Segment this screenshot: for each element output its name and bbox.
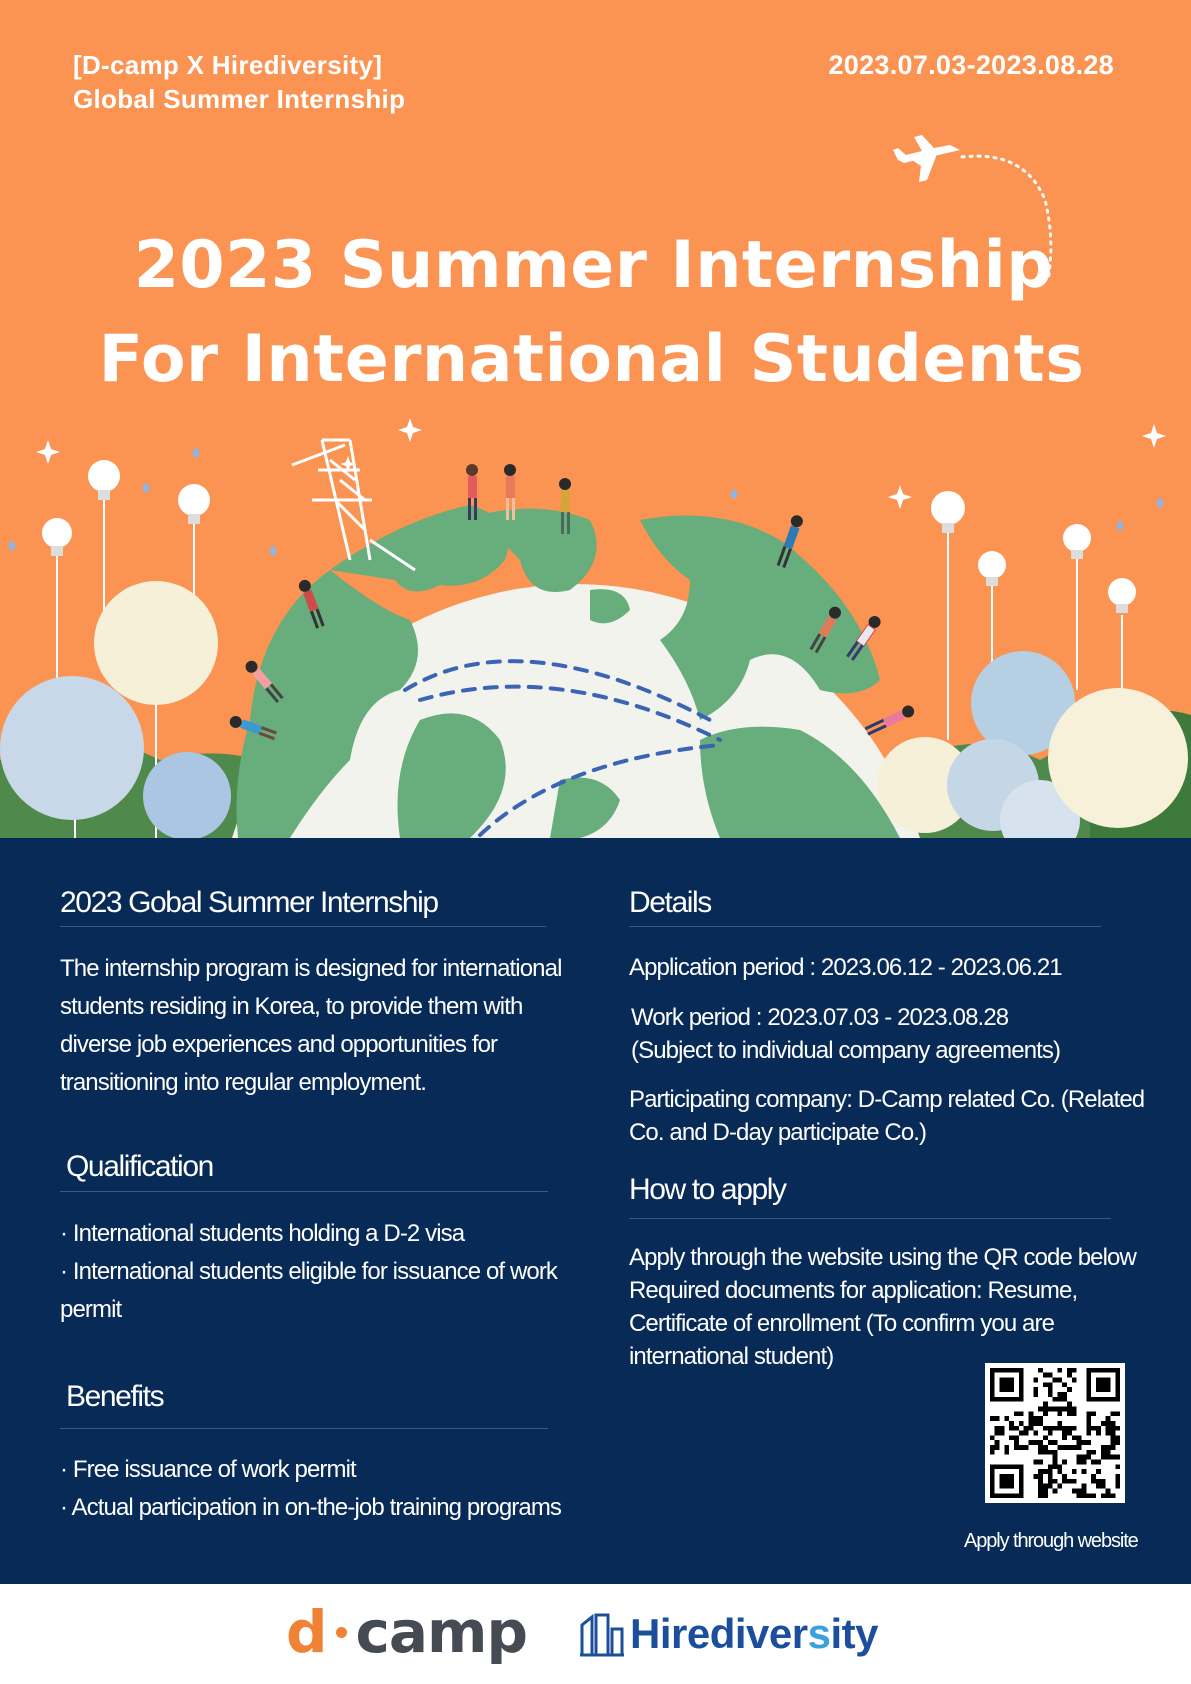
qr-caption: Apply through website (964, 1530, 1138, 1552)
main-title-line2: For International Students (98, 322, 1085, 397)
qr-code-icon[interactable] (985, 1363, 1125, 1503)
logo-text-accent: s (807, 1610, 831, 1657)
application-period: Application period : 2023.06.12 - 2023.06.21 (629, 954, 1062, 981)
how-to-apply-text (629, 1241, 1169, 1373)
globe (232, 505, 920, 838)
footer-logos (0, 1584, 1191, 1684)
benefits-list (60, 1451, 600, 1527)
main-title-line1: 2023 Summer Internship (133, 228, 1054, 303)
organizer-line: [D-camp X Hirediversity] (73, 50, 383, 80)
required-documents: Required documents for application: Resume, Certificate of enrollment (To confirm you are international student) (629, 1277, 1078, 1370)
divider (60, 1191, 548, 1192)
list-item: · Actual participation in on-the-job training programs (60, 1494, 562, 1521)
info-section (0, 838, 1191, 1584)
dcamp-logo-d: d (286, 1598, 326, 1666)
list-item: · International students eligible for issuance of work permit (60, 1258, 558, 1323)
work-period (631, 1001, 1171, 1067)
hero-banner (0, 0, 1191, 838)
dcamp-logo-word: camp (355, 1598, 528, 1666)
program-name-line: Global Summer Internship (73, 84, 406, 114)
dcamp-logo-dot (336, 1627, 347, 1638)
divider (60, 1428, 548, 1429)
benefits-heading: Benefits (66, 1380, 164, 1413)
list-item: · International students holding a D-2 visa (60, 1220, 465, 1247)
program-description: The internship program is designed for international students residing in Korea, to provide them with diverse job experiences and opportunities for transitioning into regular employment. (60, 955, 562, 1096)
participating-company: Participating company: D-Camp related Co. (Related Co. and D-day participate Co.) (629, 1086, 1145, 1146)
logo-text-end: ity (830, 1610, 878, 1657)
hirediversity-logo-word (630, 1610, 878, 1657)
details-heading: Details (629, 886, 711, 919)
qualification-list (60, 1215, 580, 1329)
divider (629, 1218, 1111, 1219)
date-range: 2023.07.03-2023.08.28 (828, 50, 1114, 80)
list-item: · Free issuance of work permit (60, 1456, 356, 1483)
work-period-note: (Subject to individual company agreements) (631, 1037, 1061, 1064)
building-icon (578, 1611, 626, 1657)
qualification-heading: Qualification (66, 1150, 213, 1183)
program-heading: 2023 Gobal Summer Internship (60, 886, 438, 919)
divider (629, 926, 1101, 927)
logo-text-main: Hirediver (630, 1610, 808, 1657)
dcamp-logo (286, 1598, 528, 1666)
work-period-dates: Work period : 2023.07.03 - 2023.08.28 (631, 1004, 1009, 1031)
divider (60, 926, 546, 927)
globe-illustration (0, 0, 1191, 838)
hirediversity-logo (578, 1608, 878, 1660)
apply-instruction: Apply through the website using the QR code below (629, 1244, 1136, 1271)
how-to-apply-heading: How to apply (629, 1173, 786, 1206)
